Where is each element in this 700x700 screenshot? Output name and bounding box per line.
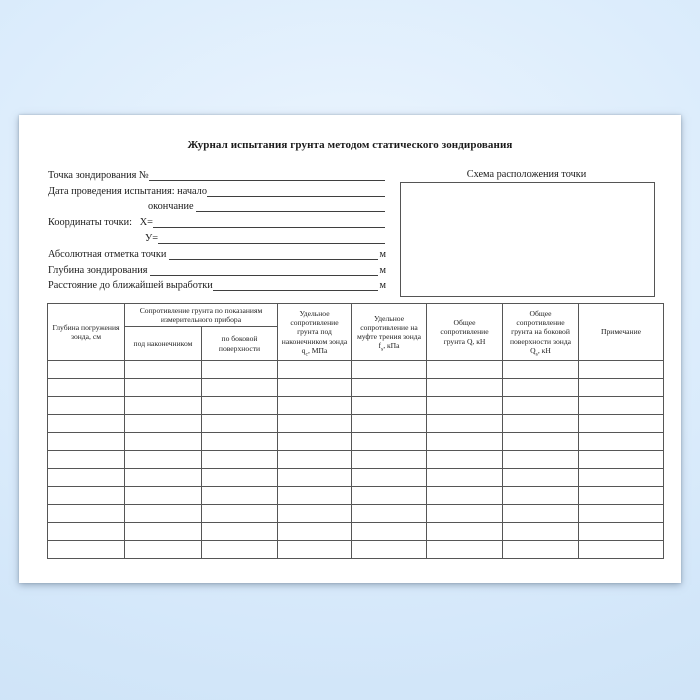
schema-title: Схема расположения точки (466, 169, 587, 180)
table-cell (579, 487, 664, 505)
table-cell (125, 451, 202, 469)
header-qc: Удельное сопротивление грунта под наконечником зонда $q_с$, МПа (278, 304, 352, 361)
table-cell (48, 433, 125, 451)
table-body (48, 361, 664, 559)
blank-line (213, 278, 379, 291)
table-cell (427, 361, 503, 379)
table-cell (503, 505, 579, 523)
table-cell (48, 487, 125, 505)
table-cell (202, 487, 278, 505)
table-cell (48, 469, 125, 487)
field-label: Дата проведения испытания: начало (48, 185, 207, 197)
table-cell (579, 361, 664, 379)
table-cell (427, 397, 503, 415)
table-cell (352, 469, 427, 487)
table-cell (352, 361, 427, 379)
header-depth: Глубина погружения зонда, см (48, 304, 125, 361)
form-fields (48, 165, 386, 291)
table-cell (202, 397, 278, 415)
table-row (48, 361, 664, 379)
table-cell (503, 361, 579, 379)
table-cell (125, 361, 202, 379)
form-field-coordinate-x (48, 212, 386, 228)
table-cell (503, 451, 579, 469)
blank-line (169, 247, 379, 260)
table-cell (48, 505, 125, 523)
field-label: Точка зондирования № (48, 169, 149, 181)
table-cell (125, 487, 202, 505)
table-cell (125, 433, 202, 451)
table-row (48, 415, 664, 433)
table-cell (352, 541, 427, 559)
table-cell (202, 541, 278, 559)
table-cell (427, 451, 503, 469)
field-suffix: м (379, 248, 386, 260)
form-field-distance-to-working (48, 276, 386, 292)
field-label: У= (145, 232, 159, 244)
field-label: Глубина зондирования (48, 264, 151, 276)
table-cell (202, 451, 278, 469)
table-cell (352, 379, 427, 397)
table-cell (352, 523, 427, 541)
document-page (19, 115, 681, 583)
table-cell (503, 469, 579, 487)
table-row (48, 505, 664, 523)
table-cell (202, 361, 278, 379)
table-cell (579, 433, 664, 451)
form-field-sounding-depth (48, 260, 386, 276)
blank-line (158, 231, 385, 244)
table-cell (579, 523, 664, 541)
table-cell (278, 469, 352, 487)
header-note: Примечание (579, 304, 664, 361)
form-field-point-number (48, 165, 386, 181)
table-cell (579, 451, 664, 469)
table-cell (125, 541, 202, 559)
table-cell (427, 505, 503, 523)
blank-line (207, 184, 385, 197)
header-resistance-group: Сопротивление грунта по показаниям измерительного прибора (125, 304, 278, 327)
table-cell (503, 487, 579, 505)
table-cell (352, 487, 427, 505)
table-row (48, 541, 664, 559)
table-row (48, 469, 664, 487)
table-cell (125, 415, 202, 433)
table-cell (503, 415, 579, 433)
table-cell (48, 541, 125, 559)
sounding-table-wrap (47, 303, 664, 559)
table-cell (503, 433, 579, 451)
header-under-tip: под наконечником (125, 327, 202, 361)
field-label: Абсолютная отметка точки (48, 248, 169, 260)
table-cell (278, 451, 352, 469)
table-cell (202, 379, 278, 397)
table-header (48, 304, 664, 361)
blank-line (196, 199, 385, 212)
field-label: окончание (148, 201, 197, 213)
header-fs: Удельное сопротивление на муфте трения зонда $f_s$, кПа (352, 304, 427, 361)
table-cell (278, 379, 352, 397)
table-cell (278, 487, 352, 505)
schema-box (400, 182, 655, 297)
table-cell (427, 541, 503, 559)
table-cell (427, 523, 503, 541)
table-cell (579, 541, 664, 559)
table-cell (427, 469, 503, 487)
table-cell (427, 433, 503, 451)
field-suffix: м (379, 264, 386, 276)
table-cell (202, 505, 278, 523)
table-cell (48, 451, 125, 469)
form-field-absolute-mark (48, 244, 386, 260)
sounding-table (47, 303, 664, 559)
table-cell (579, 397, 664, 415)
table-cell (125, 379, 202, 397)
table-cell (427, 379, 503, 397)
table-cell (278, 361, 352, 379)
table-cell (278, 433, 352, 451)
table-cell (352, 415, 427, 433)
table-cell (202, 469, 278, 487)
table-cell (125, 505, 202, 523)
table-cell (427, 415, 503, 433)
table-cell (202, 433, 278, 451)
table-row (48, 379, 664, 397)
table-cell (427, 487, 503, 505)
table-cell (503, 523, 579, 541)
table-cell (352, 433, 427, 451)
table-cell (352, 451, 427, 469)
table-cell (278, 523, 352, 541)
table-cell (202, 415, 278, 433)
table-cell (278, 397, 352, 415)
table-cell (125, 469, 202, 487)
table-cell (278, 415, 352, 433)
table-cell (125, 397, 202, 415)
table-cell (125, 523, 202, 541)
table-cell (503, 397, 579, 415)
field-suffix: м (379, 280, 386, 292)
table-cell (202, 523, 278, 541)
field-label: Координаты точки: Х= (48, 217, 153, 229)
table-cell (503, 541, 579, 559)
table-cell (503, 379, 579, 397)
blank-line (150, 263, 378, 276)
table-row (48, 451, 664, 469)
table-row (48, 433, 664, 451)
header-q-total: Общее сопротивление грунта Q, кН (427, 304, 503, 361)
table-cell (278, 541, 352, 559)
form-field-date-end (48, 197, 386, 213)
table-row (48, 523, 664, 541)
document-title: Журнал испытания грунта методом статического зондирования (187, 139, 513, 151)
table-cell (579, 469, 664, 487)
table-cell (352, 505, 427, 523)
table-row (48, 397, 664, 415)
header-qs: Общее сопротивление грунта на боковой поверхности зонда $Q_s$, кН (503, 304, 579, 361)
table-cell (48, 361, 125, 379)
field-label: Расстояние до ближайшей выработки (48, 280, 213, 292)
header-side-surface: по боковой поверхности (202, 327, 278, 361)
table-cell (579, 505, 664, 523)
table-cell (278, 505, 352, 523)
table-cell (48, 379, 125, 397)
table-cell (48, 397, 125, 415)
table-cell (48, 415, 125, 433)
table-row (48, 487, 664, 505)
table-cell (48, 523, 125, 541)
blank-line (149, 168, 385, 181)
table-cell (579, 415, 664, 433)
blank-line (153, 215, 385, 228)
form-field-coordinate-y (48, 228, 386, 244)
table-cell (579, 379, 664, 397)
form-field-date-start (48, 181, 386, 197)
table-cell (352, 397, 427, 415)
